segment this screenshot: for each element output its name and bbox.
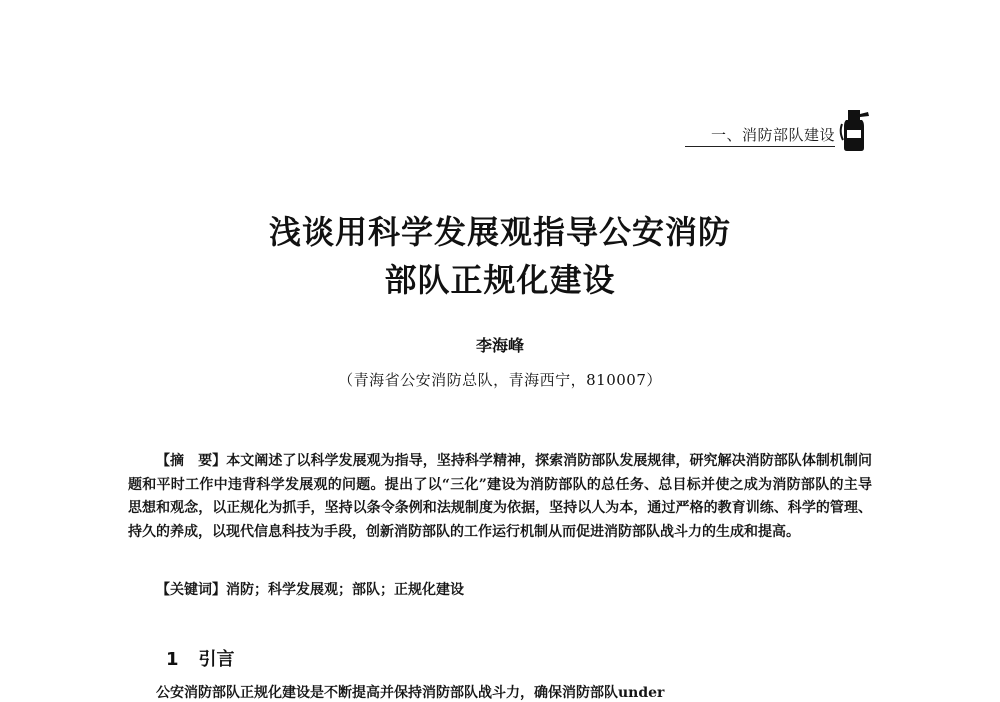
body-paragraph-start: 公安消防部队正规化建设是不断提高并保持消防部队战斗力，确保消防部队under — [156, 685, 665, 701]
section-heading — [166, 645, 235, 671]
abstract — [128, 450, 872, 544]
keywords — [156, 579, 856, 599]
abstract-text: 本文阐述了以科学发展观为指导，坚持科学精神，探索消防部队发展规律，研究解决消防部队体制机制问题和平时工作中违背科学发展观的问题。提出了以“三化”建设为消防部队的总任务、总目标并使之成为消防部队的主导思想和观念，以正规化为抓手，坚持以条令条例和法规制度为依据，坚持以人为本，通过严格的教育训练、科学的管理、持久的养成，以现代信息科技为手段，创新消防部队的工作运行机制从而促进消防部队战斗力的生成和提高。 — [128, 453, 873, 540]
fire-extinguisher-icon — [838, 104, 872, 152]
title-line-1: 浅谈用科学发展观指导公安消防 — [268, 213, 731, 251]
section-title: 引言 — [198, 649, 235, 670]
keywords-label: 【关键词】 — [156, 582, 226, 598]
section-number: 1 — [166, 649, 179, 670]
title-line-2: 部队正规化建设 — [384, 261, 616, 299]
author-affiliation: （青海省公安消防总队，青海西宁，810007） — [338, 371, 662, 389]
running-head: 一、消防部队建设 — [685, 124, 835, 147]
abstract-label: 【摘 要】 — [156, 453, 227, 469]
author-name: 李海峰 — [475, 336, 524, 355]
keywords-text: 消防；科学发展观；部队；正规化建设 — [226, 582, 464, 598]
paper-title — [150, 208, 850, 304]
